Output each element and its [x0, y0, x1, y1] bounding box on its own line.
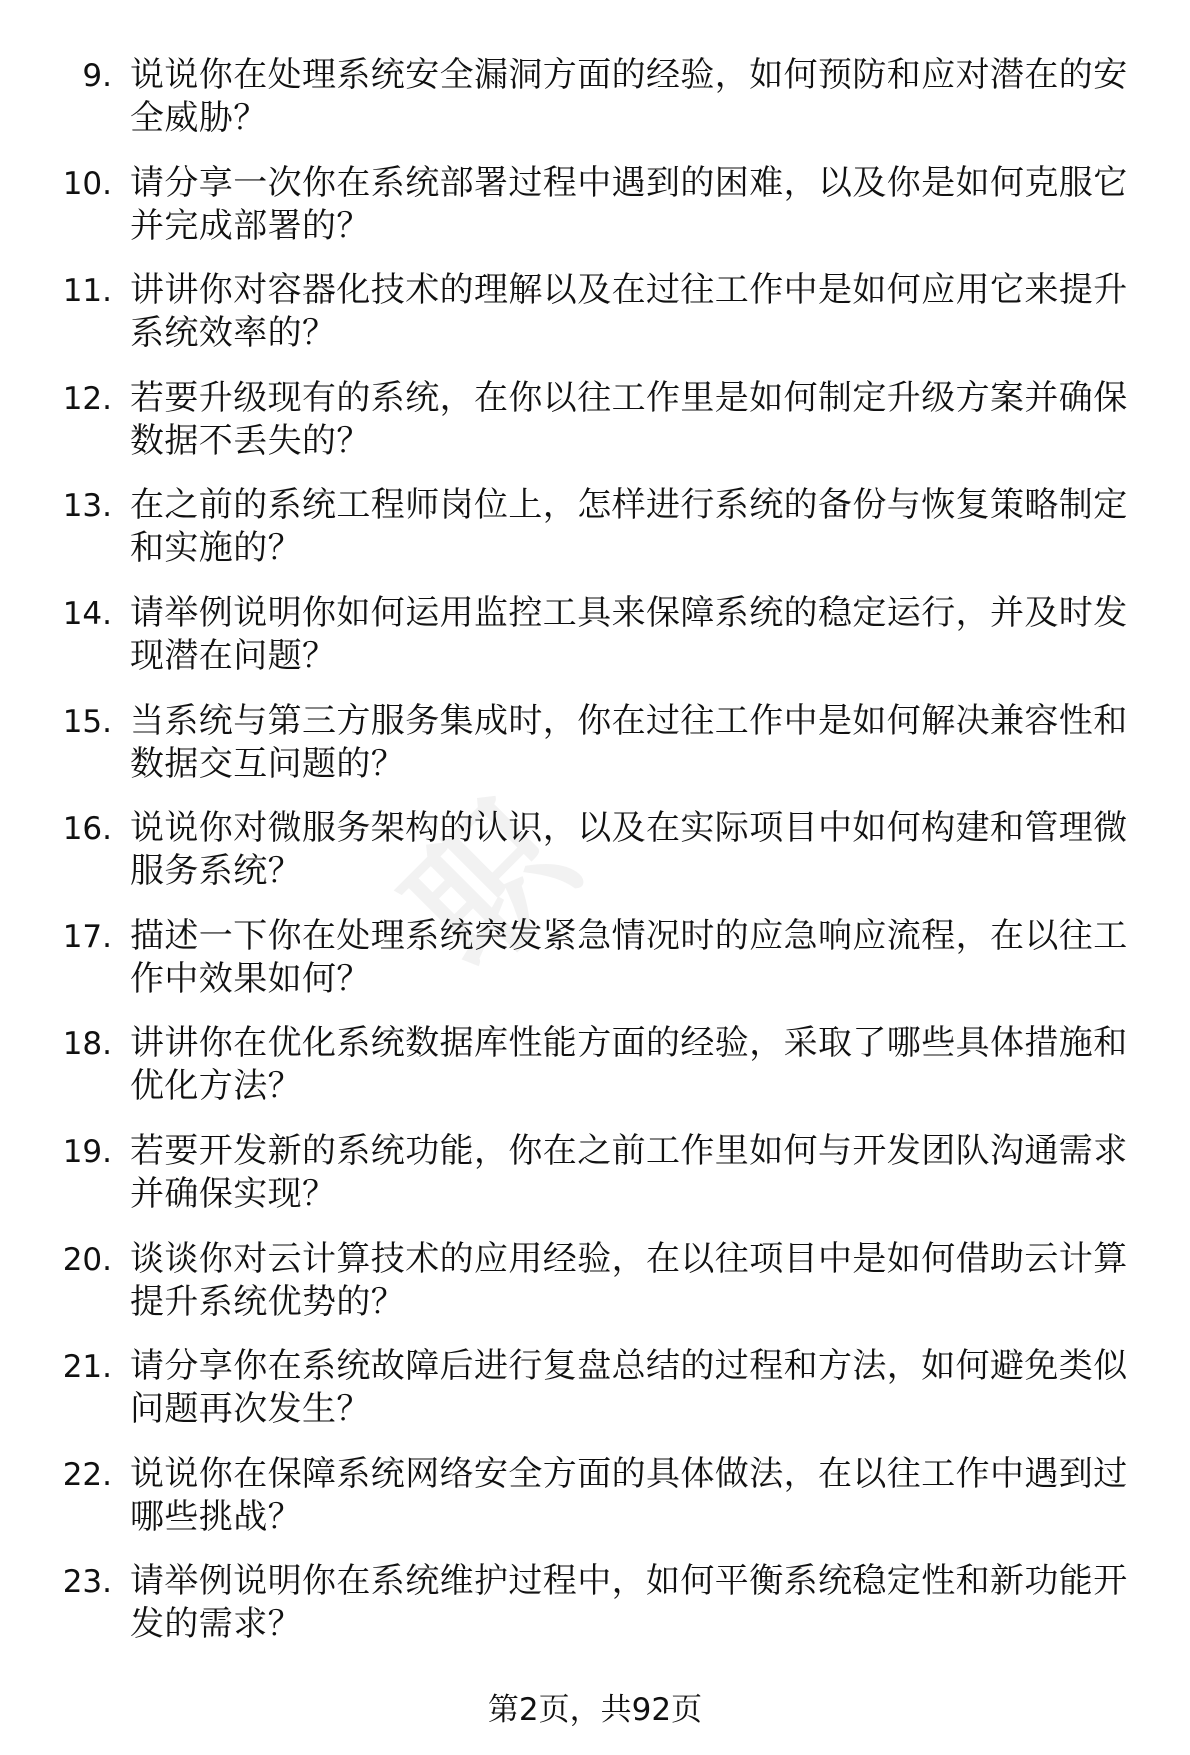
question-number: 23. [62, 1564, 112, 1601]
list-item [0, 805, 1190, 913]
question-text: 请举例说明你在系统维护过程中，如何平衡系统稳定性和新功能开发的需求？ [130, 1561, 1128, 1645]
question-number: 17. [62, 918, 112, 955]
question-number: 11. [62, 273, 112, 310]
list-item [0, 482, 1190, 590]
question-number: 15. [62, 703, 112, 740]
question-text: 当系统与第三方服务集成时，你在过往工作中是如何解决兼容性和数据交互问题的？ [130, 700, 1128, 784]
list-item [0, 1343, 1190, 1451]
question-number: 12. [62, 380, 112, 417]
list-item [0, 1451, 1190, 1559]
list-item [0, 1128, 1190, 1236]
list-item [0, 698, 1190, 806]
question-text: 若要升级现有的系统，在你以往工作里是如何制定升级方案并确保数据不丢失的？ [130, 377, 1128, 461]
question-text: 说说你在处理系统安全漏洞方面的经验，如何预防和应对潜在的安全威胁？ [130, 55, 1128, 138]
question-text: 描述一下你在处理系统突发紧急情况时的应急响应流程，在以往工作中效果如何？ [130, 915, 1128, 999]
question-number: 18. [62, 1026, 112, 1063]
list-item [0, 1558, 1190, 1666]
question-text: 在之前的系统工程师岗位上，怎样进行系统的备份与恢复策略制定和实施的？ [130, 485, 1128, 569]
question-text: 请举例说明你如何运用监控工具来保障系统的稳定运行，并及时发现潜在问题？ [130, 592, 1128, 676]
question-number: 21. [62, 1349, 112, 1386]
list-item [0, 913, 1190, 1021]
question-text: 谈谈你对云计算技术的应用经验，在以往项目中是如何借助云计算提升系统优势的？ [130, 1238, 1128, 1322]
question-number: 9. [82, 58, 112, 94]
question-number: 19. [62, 1133, 112, 1170]
question-text: 说说你对微服务架构的认识，以及在实际项目中如何构建和管理微服务系统？ [130, 808, 1128, 892]
list-item [0, 52, 1190, 160]
question-text: 请分享你在系统故障后进行复盘总结的过程和方法，如何避免类似问题再次发生？ [130, 1346, 1128, 1430]
list-item [0, 1020, 1190, 1128]
question-number: 20. [62, 1241, 112, 1278]
list-item [0, 267, 1190, 375]
question-text: 若要开发新的系统功能，你在之前工作里如何与开发团队沟通需求并确保实现？ [130, 1130, 1128, 1214]
question-text: 讲讲你在优化系统数据库性能方面的经验，采取了哪些具体措施和优化方法？ [130, 1023, 1128, 1107]
list-item [0, 375, 1190, 483]
list-item [0, 160, 1190, 268]
question-number: 16. [62, 811, 112, 848]
question-number: 14. [62, 595, 112, 632]
watermark: 职 [377, 767, 611, 1001]
question-text: 说说你在保障系统网络安全方面的具体做法，在以往工作中遇到过哪些挑战？ [130, 1453, 1128, 1537]
question-list [0, 52, 1190, 1666]
question-number: 22. [62, 1456, 112, 1493]
question-text: 讲讲你对容器化技术的理解以及在过往工作中是如何应用它来提升系统效率的？ [130, 270, 1128, 354]
question-number: 10. [62, 165, 112, 202]
question-number: 13. [62, 488, 112, 525]
question-text: 请分享一次你在系统部署过程中遇到的困难，以及你是如何克服它并完成部署的？ [130, 162, 1128, 246]
page-number-footer: 第2页，共92页 [487, 1692, 703, 1728]
list-item [0, 1236, 1190, 1344]
list-item [0, 590, 1190, 698]
